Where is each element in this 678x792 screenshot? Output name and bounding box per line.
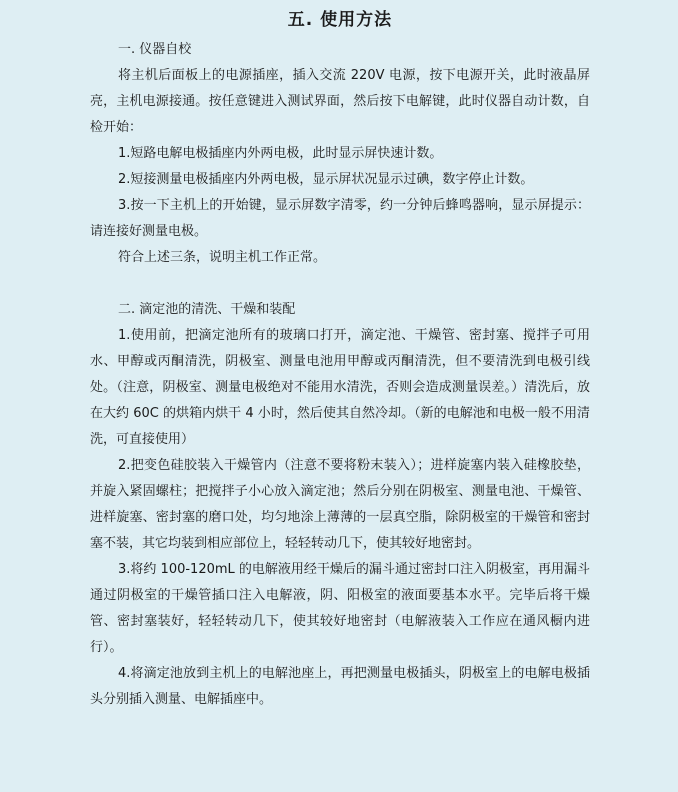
section-heading-self-check: 一. 仪器自校 (118, 42, 192, 57)
assembly-step-4: 4.将滴定池放到主机上的电解池座上，再把测量电极插头，阴极室上的电解电极插头分别插入测量、电解插座中。 (90, 666, 590, 707)
assembly-step-2: 2.把变色硅胶装入干燥管内（注意不要将粉末装入）；进样旋塞内装入硅橡胶垫，并旋入紧固螺柱；把搅拌子小心放入滴定池；然后分别在阴极室、测量电池、干燥管、进样旋塞、密封塞的磨口处，均匀地涂上薄薄的一层真空脂，除阴极室的干燥管和密封塞不装，其它均装到相应部位上，轻轻转动几下，使其较好地密封。 (90, 458, 590, 551)
self-check-step-3: 3.按一下主机上的开始键，显示屏数字清零，约一分钟后蜂鸣器响，显示屏提示：请连接好测量电极。 (90, 198, 590, 239)
self-check-step-2: 2.短接测量电极插座内外两电极，显示屏状况显示过碘，数字停止计数。 (118, 172, 534, 187)
assembly-step-3: 3.将约 100-120mL 的电解液用经干燥后的漏斗通过密封口注入阴极室，再用漏斗通过阴极室的干燥管插口注入电解液，阴、阳极室的液面要基本水平。完毕后将干燥管、密封塞装好，轻轻转动几下，使其较好地密封（电解液装入工作应在通风橱内进行）。 (90, 562, 590, 655)
self-check-conclusion: 符合上述三条，说明主机工作正常。 (118, 250, 327, 265)
section-spacer (90, 271, 590, 297)
section-heading-cell-assembly: 二. 滴定池的清洗、干燥和装配 (118, 302, 296, 317)
assembly-step-1: 1.使用前，把滴定池所有的玻璃口打开，滴定池、干燥管、密封塞、搅拌子可用水、甲醇或丙酮清洗，阴极室、测量电池用甲醇或丙酮清洗，但不要清洗到电极引线处。（注意，阴极室、测量电极绝对不能用水清洗，否则会造成测量误差。）清洗后，放在大约 60C 的烘箱内烘干 4 小时，然后使其自然冷却。（新的电解池和电极一般不用清洗，可直接使用） (90, 328, 590, 447)
self-check-step-1: 1.短路电解电极插座内外两电极，此时显示屏快速计数。 (118, 146, 443, 161)
page-title: 五. 使用方法 (287, 10, 393, 30)
self-check-intro: 将主机后面板上的电源插座，插入交流 220V 电源，按下电源开关，此时液晶屏亮，主机电源接通。按任意键进入测试界面，然后按下电解键，此时仪器自动计数，自检开始： (90, 68, 590, 135)
